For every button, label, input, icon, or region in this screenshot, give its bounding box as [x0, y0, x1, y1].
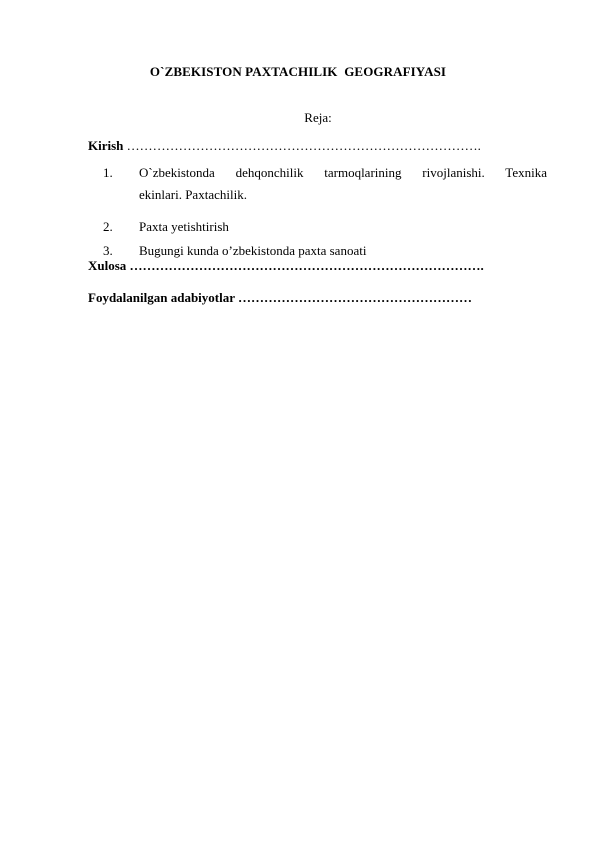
list-item-number: 3. [103, 243, 113, 258]
list-item-text-line: Paxta yetishtirish [139, 219, 229, 234]
document-title: O`ZBEKISTON PAXTACHILIK GEOGRAFIYASI [149, 64, 447, 79]
toc-entry-conclusion: Xulosa ………………………………………………………………………. [88, 258, 484, 273]
toc-entry-introduction [88, 138, 481, 154]
list-item-text-line: Bugungi kunda o’zbekistonda paxta sanoati [139, 243, 367, 258]
plan-heading: Reja: [304, 110, 332, 125]
list-item-text [139, 162, 547, 206]
list-item-text-line: O`zbekistonda dehqonchilik tarmoqlarining rivojlanishi. Texnika [139, 165, 547, 180]
toc-entry-references: Foydalanilgan adabiyotlar ……………………………………………… [88, 290, 473, 305]
toc-introduction-leader: ………………………………………………………………………. [123, 138, 481, 153]
list-item-text-line: ekinlari. Paxtachilik. [139, 187, 247, 202]
list-item-number: 2. [103, 219, 113, 234]
toc-introduction-label: Kirish [88, 138, 124, 153]
list-item-text [139, 216, 547, 238]
list-item-number: 1. [103, 165, 113, 180]
